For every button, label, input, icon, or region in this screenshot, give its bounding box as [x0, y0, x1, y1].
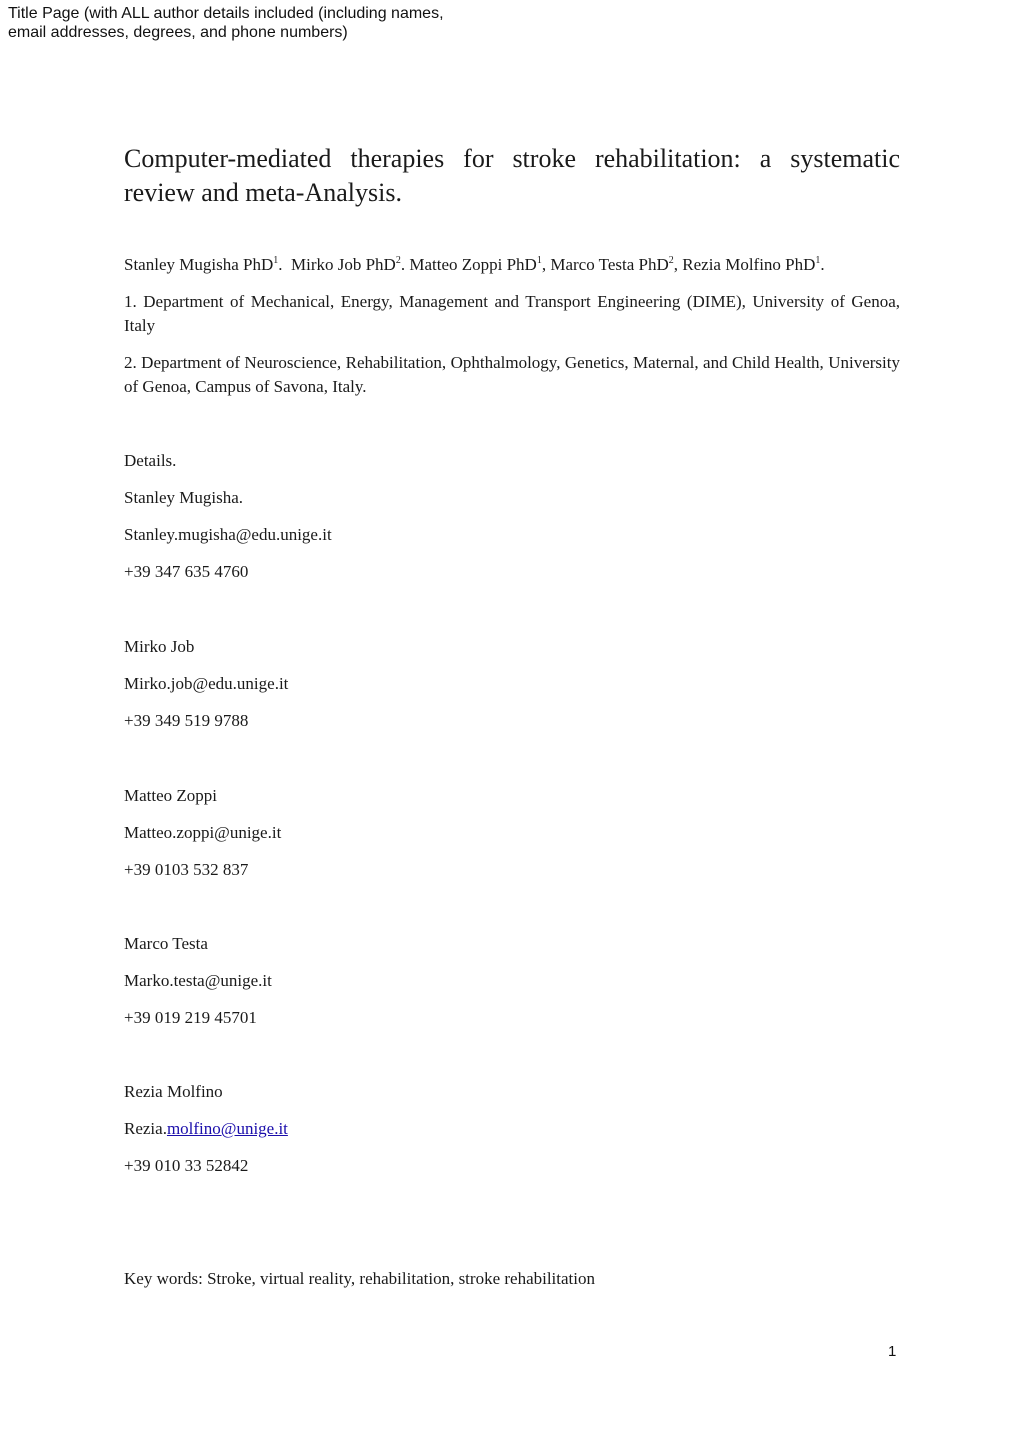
- author-separator: .: [400, 255, 410, 274]
- author-separator: ,: [673, 255, 683, 274]
- details-heading: Details.: [124, 451, 177, 470]
- author-affiliation-sup: 1: [815, 255, 821, 266]
- contact-phone: +39 347 635 4760: [124, 562, 249, 581]
- contact-phone: +39 0103 532 837: [124, 860, 249, 879]
- author-name: Mirko Job PhD: [290, 255, 396, 274]
- contact-email: Marko.testa@unige.it: [124, 971, 272, 990]
- contact-email-prefix: Rezia.: [124, 1119, 167, 1138]
- contact-email: [124, 1117, 288, 1141]
- contact-phone: +39 010 33 52842: [124, 1156, 249, 1175]
- author-affiliation-sup: 1: [536, 255, 542, 266]
- header-note: [8, 4, 444, 42]
- author-separator: ,: [541, 255, 551, 274]
- paper-title: Computer-mediated therapies for stroke rehabilitation: a systematic review and meta-Analysis.: [124, 144, 900, 207]
- author-separator: .: [820, 255, 825, 274]
- contact-name: Stanley Mugisha.: [124, 488, 243, 507]
- contact-email: Matteo.zoppi@unige.it: [124, 823, 282, 842]
- contact-name: Matteo Zoppi: [124, 786, 218, 805]
- email-link[interactable]: molfino@unige.it: [166, 1119, 288, 1138]
- contact-email: Mirko.job@edu.unige.it: [124, 674, 289, 693]
- contact-phone: +39 019 219 45701: [124, 1008, 257, 1027]
- affiliation-1: 1. Department of Mechanical, Energy, Management and Transport Engineering (DIME), University of Genoa, Italy: [124, 292, 900, 335]
- page-number: 1: [888, 1343, 897, 1360]
- affiliation-2: 2. Department of Neuroscience, Rehabilitation, Ophthalmology, Genetics, Maternal, and Child Health, University of Genoa, Campus of Savona, Italy.: [124, 353, 900, 396]
- keywords: Key words: Stroke, virtual reality, rehabilitation, stroke rehabilitation: [124, 1269, 595, 1288]
- contact-name: Mirko Job: [124, 637, 195, 656]
- author-affiliation-sup: 1: [273, 255, 279, 266]
- contact-phone: +39 349 519 9788: [124, 711, 249, 730]
- author-affiliation-sup: 2: [668, 255, 674, 266]
- author-list: [124, 253, 900, 277]
- author-separator: .: [278, 255, 291, 274]
- contact-name: Rezia Molfino: [124, 1082, 223, 1101]
- author-name: Marco Testa PhD: [550, 255, 669, 274]
- author-affiliation-sup: 2: [395, 255, 401, 266]
- author-name: Matteo Zoppi PhD: [409, 255, 537, 274]
- contact-name: Marco Testa: [124, 934, 208, 953]
- contact-email: Stanley.mugisha@edu.unige.it: [124, 525, 332, 544]
- author-name: Rezia Molfino PhD: [682, 255, 816, 274]
- header-note-line-1: Title Page (with ALL author details included (including names,: [8, 5, 444, 22]
- header-note-line-2: email addresses, degrees, and phone numbers): [8, 24, 348, 41]
- author-name: Stanley Mugisha PhD: [124, 255, 274, 274]
